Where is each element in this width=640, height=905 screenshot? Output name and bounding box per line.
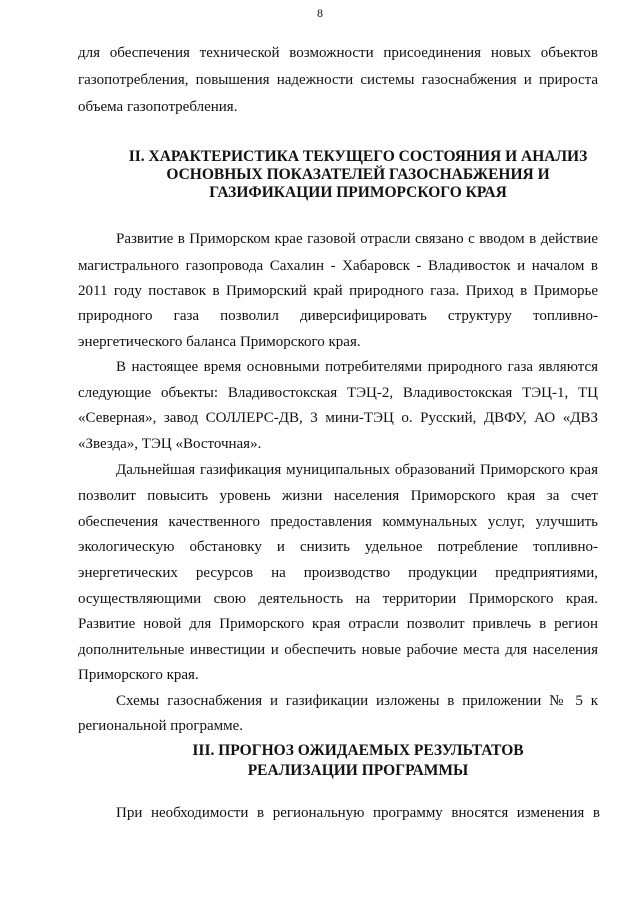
text-line: региональной программе. — [78, 718, 244, 734]
text-line: Развитие новой для Приморского края отрасли позволит привлечь в регион — [78, 616, 598, 632]
text-line: экологическую обстановку и снизить удельное потребление топливно- — [78, 539, 598, 555]
text-line: В настоящее время основными потребителями природного газа являются — [116, 359, 598, 375]
text-line: осуществляющими свою деятельность на территории Приморского края. — [78, 591, 598, 607]
text-line: магистрального газопровода Сахалин - Хабаровск - Владивосток и началом в — [78, 258, 598, 274]
text-line: Приморского края. — [78, 667, 199, 683]
text-line: Дальнейшая газификация муниципальных образований Приморского края — [116, 462, 598, 478]
heading-line: ГАЗИФИКАЦИИ ПРИМОРСКОГО КРАЯ — [209, 184, 507, 201]
text-line: Схемы газоснабжения и газификации изложены в приложении № 5 к — [116, 693, 598, 709]
text-line: дополнительные инвестиции и обеспечить новые рабочие места для населения — [78, 642, 598, 658]
text-line: энергетических ресурсов на производство продукции предприятиями, — [78, 565, 598, 581]
text-line: природного газа позволил диверсифицировать структуру топливно- — [78, 308, 598, 324]
text-line: Развитие в Приморском крае газовой отрасли связано с вводом в действие — [116, 231, 598, 247]
heading-line: II. ХАРАКТЕРИСТИКА ТЕКУЩЕГО СОСТОЯНИЯ И АНАЛИЗ — [128, 148, 588, 165]
text-line: энергетического баланса Приморского края. — [78, 334, 361, 350]
heading-line: ОСНОВНЫХ ПОКАЗАТЕЛЕЙ ГАЗОСНАБЖЕНИЯ И — [166, 166, 550, 183]
text-line: газопотребления, повышения надежности системы газоснабжения и прироста — [78, 72, 598, 88]
heading-line: РЕАЛИЗАЦИИ ПРОГРАММЫ — [247, 762, 469, 779]
text-line: следующие объекты: Владивостокская ТЭЦ-2, Владивостокская ТЭЦ-1, ТЦ — [78, 385, 598, 401]
text-line: «Северная», завод СОЛЛЕРС-ДВ, 3 мини-ТЭЦ о. Русский, ДВФУ, АО «ДВЗ — [78, 410, 598, 426]
heading-line: III. ПРОГНОЗ ОЖИДАЕМЫХ РЕЗУЛЬТАТОВ — [192, 742, 524, 759]
text-line: объема газопотребления. — [78, 99, 238, 115]
page-number: 8 — [317, 6, 323, 20]
text-line: При необходимости в региональную программу вносятся изменения в — [116, 805, 600, 821]
text-line: позволит повысить уровень жизни населения Приморского края за счет — [78, 488, 598, 504]
text-line: для обеспечения технической возможности присоединения новых объектов — [78, 45, 598, 61]
text-line: «Звезда», ТЭЦ «Восточная». — [78, 436, 262, 452]
text-line: обеспечения качественного предоставления коммунальных услуг, улучшить — [78, 514, 598, 530]
text-line: 2011 году поставок в Приморский край природного газа. Приход в Приморье — [78, 283, 598, 299]
